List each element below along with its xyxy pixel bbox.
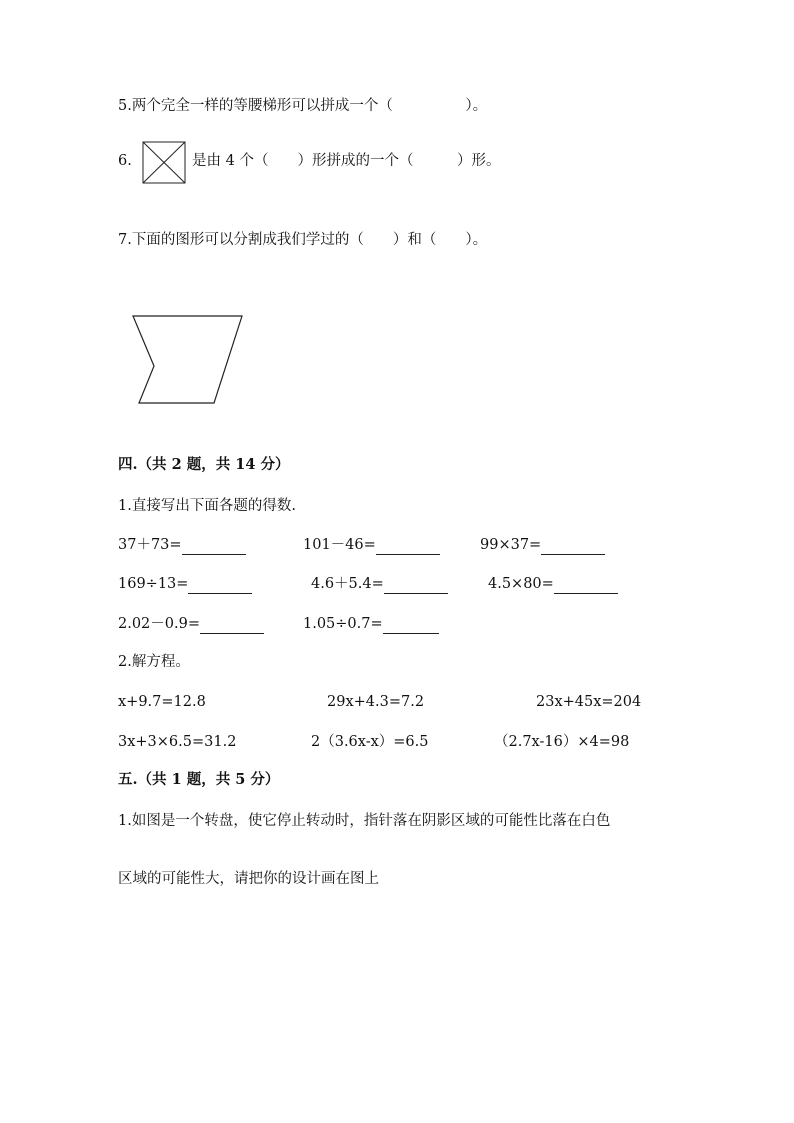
calc-item: 4.6＋5.4=: [311, 574, 448, 594]
equation-item: 29x+4.3=7.2: [327, 694, 425, 710]
answer-blank[interactable]: [383, 633, 439, 634]
calc-item: 1.05÷0.7=: [303, 614, 439, 634]
question-5: 5.两个完全一样的等腰梯形可以拼成一个（ ）。: [118, 98, 488, 114]
answer-blank[interactable]: [541, 554, 605, 555]
calc-item: 169÷13=: [118, 574, 252, 594]
calc-item: 37＋73=: [118, 535, 246, 555]
answer-blank[interactable]: [376, 554, 440, 555]
section-4-q2-title: 2.解方程。: [118, 654, 190, 670]
answer-blank[interactable]: [188, 593, 252, 594]
square-with-diagonals-icon: [142, 141, 186, 184]
notched-quadrilateral-icon: [128, 312, 248, 408]
section-5-q1-line2: 区域的可能性大，请把你的设计画在图上: [118, 871, 379, 887]
calc-item: 99×37=: [480, 535, 605, 555]
section-5-title: 五.（共 1 题，共 5 分）: [118, 771, 280, 788]
equation-item: x+9.7=12.8: [118, 694, 206, 710]
answer-blank[interactable]: [182, 554, 246, 555]
equation-item: 2（3.6x-x）=6.5: [311, 734, 429, 750]
question-6-text: 是由 4 个（ ）形拼成的一个（ ）形。: [192, 153, 501, 169]
question-7: 7.下面的图形可以分割成我们学过的（ ）和（ ）。: [118, 232, 488, 248]
section-4-title: 四.（共 2 题，共 14 分）: [118, 456, 290, 473]
section-4-q1-title: 1.直接写出下面各题的得数.: [118, 498, 296, 514]
equation-item: 3x+3×6.5=31.2: [118, 734, 237, 750]
question-6-number: 6.: [118, 153, 132, 169]
answer-blank[interactable]: [200, 633, 264, 634]
equation-item: 23x+45x=204: [536, 694, 642, 710]
section-5-q1-line1: 1.如图是一个转盘，使它停止转动时，指针落在阴影区域的可能性比落在白色: [118, 813, 611, 829]
calc-item: 101－46=: [303, 535, 440, 555]
equation-item: （2.7x-16）×4=98: [494, 734, 630, 750]
calc-item: 4.5×80=: [488, 574, 618, 594]
answer-blank[interactable]: [554, 593, 618, 594]
calc-item: 2.02－0.9=: [118, 614, 264, 634]
answer-blank[interactable]: [384, 593, 448, 594]
